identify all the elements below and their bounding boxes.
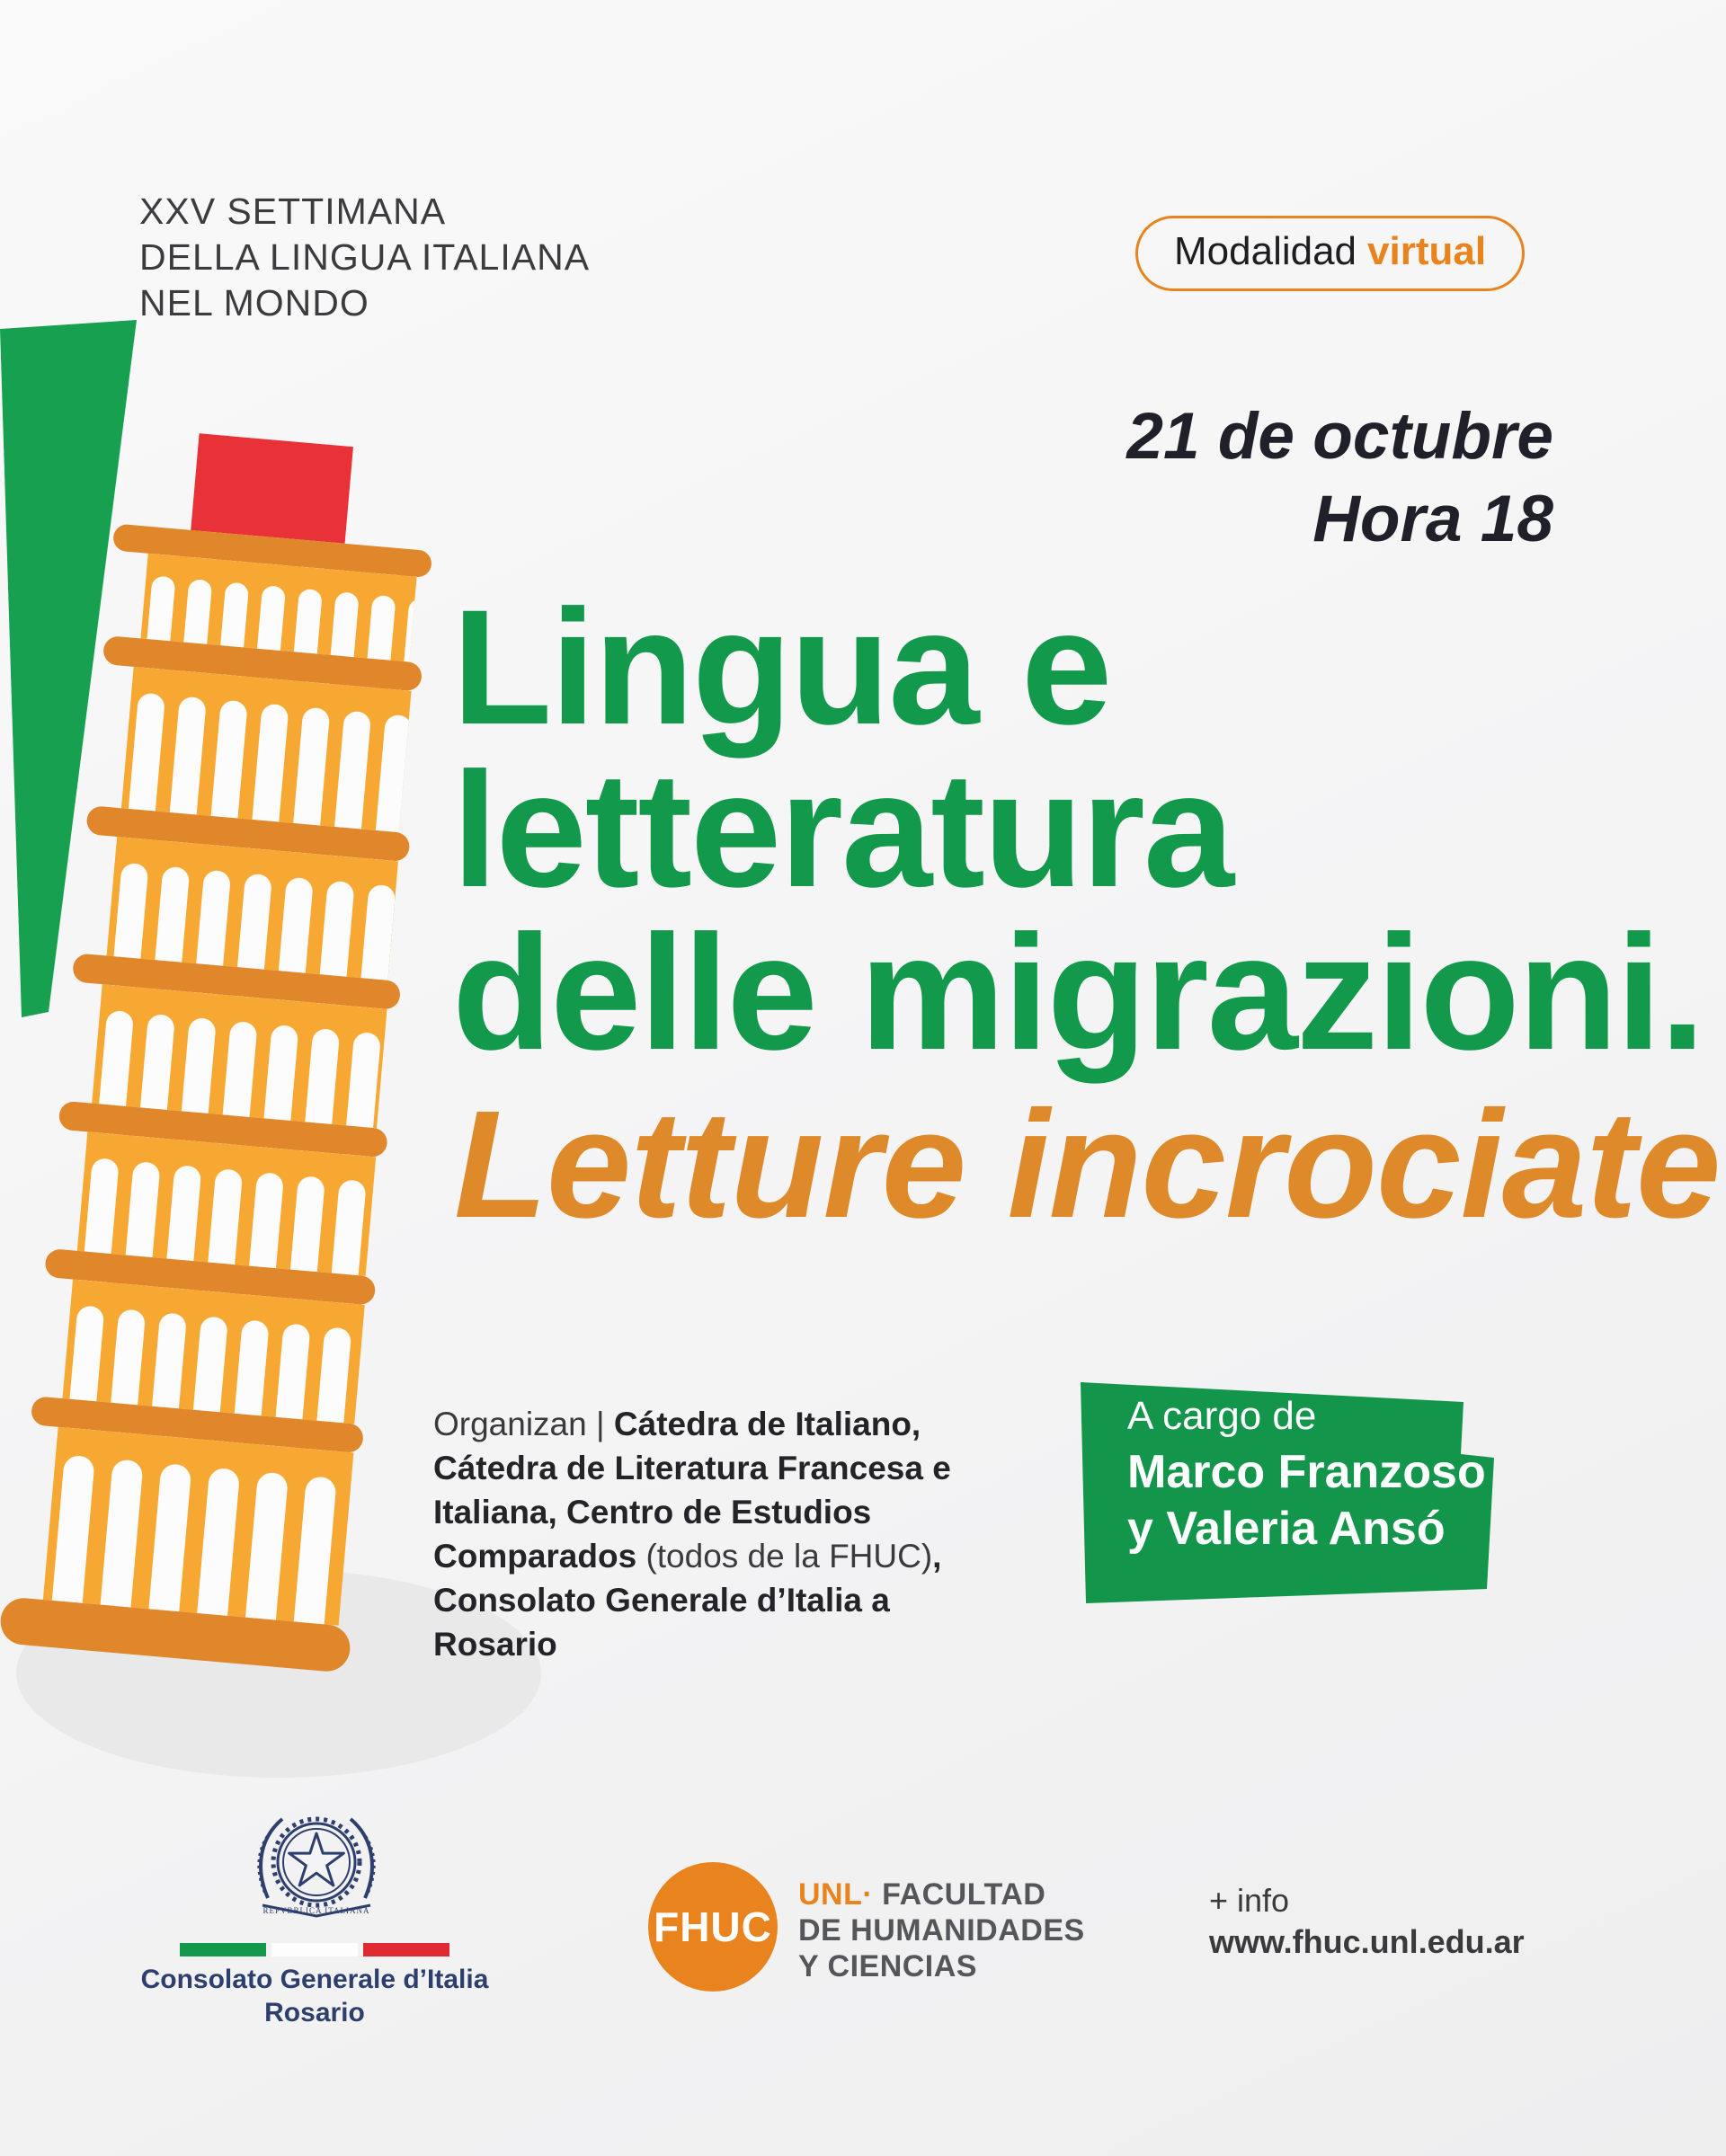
- series-line-2: DELLA LINGUA ITALIANA: [139, 236, 591, 278]
- title-line-3: delle migrazioni.: [452, 901, 1704, 1084]
- faculty-word: FACULTAD: [882, 1877, 1046, 1912]
- emblem-ribbon-text: REPVBBLICA ITALIANA: [262, 1906, 370, 1915]
- modality-label: Modalidad: [1174, 229, 1357, 273]
- title-line-2: letteratura: [452, 738, 1233, 921]
- info-block: [1209, 1880, 1525, 1963]
- organizers-entities: Cátedra de Italiano, Cátedra de Literatura Francesa e Italiana, Centro de Estudios Comparados: [433, 1406, 951, 1575]
- event-date: 21 de octubre: [1126, 400, 1553, 473]
- info-label: + info: [1209, 1882, 1290, 1919]
- unl-label: UNL: [798, 1877, 863, 1912]
- info-url: www.fhuc.unl.edu.ar: [1209, 1923, 1525, 1960]
- speaker-name-1: Marco Franzoso: [1127, 1446, 1486, 1498]
- organizers-comma: ,: [932, 1538, 942, 1575]
- consulate-name: [117, 1963, 512, 2029]
- series-line-1: XXV SETTIMANA: [139, 191, 447, 232]
- italy-emblem: [254, 1803, 379, 1939]
- unl-faculty-line-1: [798, 1877, 1085, 1912]
- speakers-intro: A cargo de: [1127, 1394, 1317, 1438]
- speaker-name-2: y Valeria Ansó: [1127, 1503, 1446, 1555]
- speakers-banner: [1127, 1389, 1486, 1557]
- organizers-note: (todos de la FHUC): [645, 1538, 933, 1575]
- series-line-3: NEL MONDO: [139, 282, 369, 324]
- organizers-text: [433, 1402, 987, 1666]
- series-label: [139, 189, 590, 326]
- consulate-name-line: Consolato Generale d’Italia: [140, 1965, 489, 1994]
- unl-faculty-text: [798, 1877, 1085, 1984]
- unl-faculty-line-2: DE HUMANIDADES: [798, 1913, 1085, 1947]
- modality-badge: [1135, 216, 1525, 291]
- italy-flag-bar: [180, 1943, 449, 1956]
- consulate-city: Rosario: [264, 1998, 365, 2027]
- red-flag: [191, 433, 353, 544]
- unl-dot: ·: [862, 1877, 874, 1912]
- event-title: [452, 575, 1704, 1084]
- date-block: [1126, 395, 1553, 561]
- event-subtitle: Letture incrociate: [454, 1079, 1721, 1250]
- unl-faculty-line-3: Y CIENCIAS: [798, 1949, 977, 1983]
- organizers-consulate: Consolato Generale d’Italia a Rosario: [433, 1582, 890, 1663]
- modality-value: virtual: [1367, 229, 1487, 273]
- flag-green-segment: [180, 1943, 266, 1956]
- flag-red-segment: [363, 1943, 449, 1956]
- title-line-1: Lingua e: [452, 575, 1111, 759]
- event-time: Hora 18: [1312, 483, 1553, 555]
- organizers-label: Organizan |: [433, 1406, 614, 1442]
- fhuc-logo: FHUC: [648, 1862, 778, 1992]
- flag-white-segment: [271, 1943, 358, 1956]
